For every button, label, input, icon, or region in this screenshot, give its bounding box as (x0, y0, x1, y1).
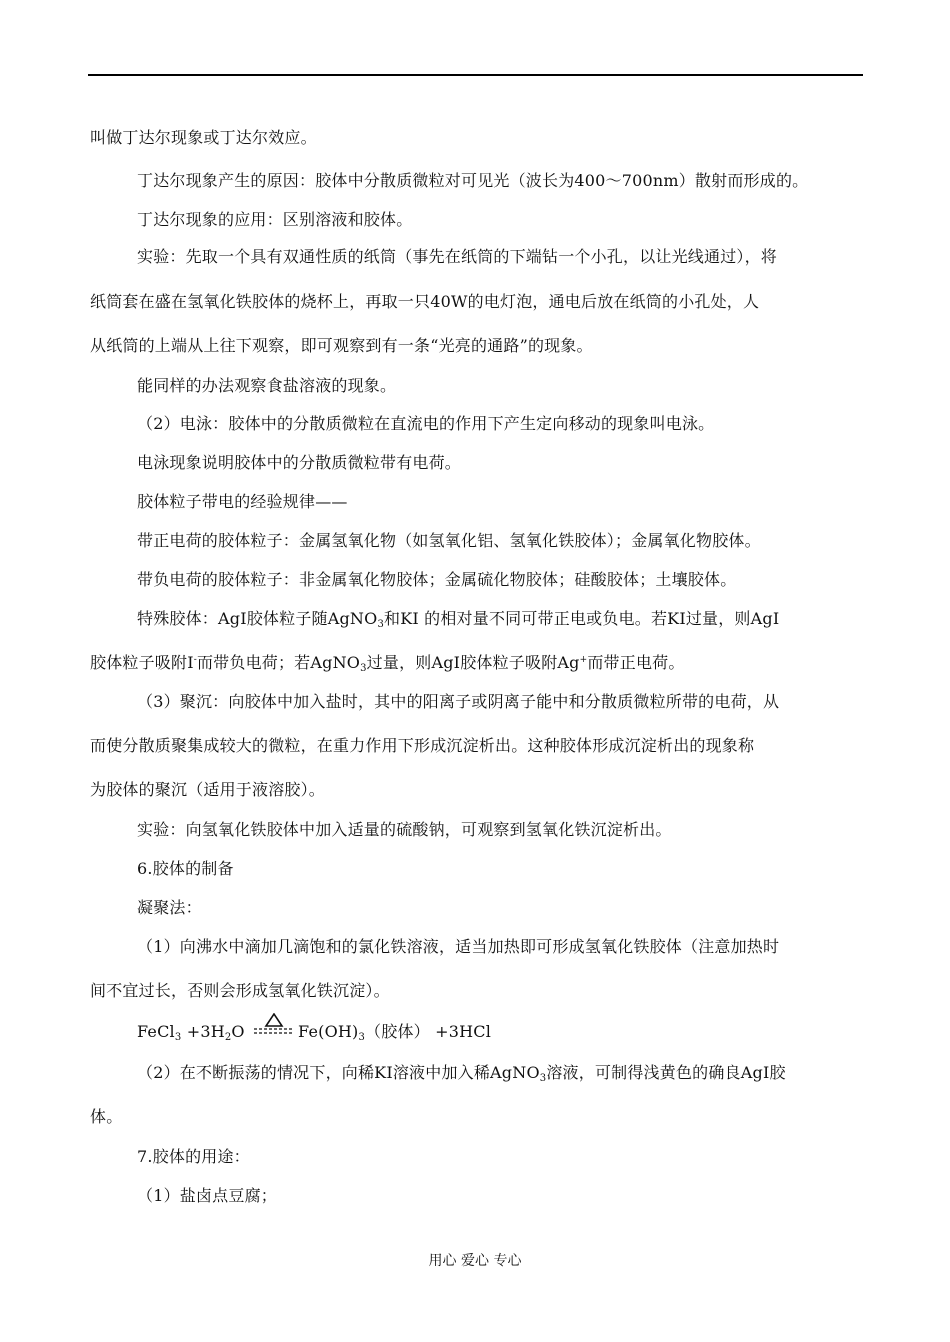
text-span: 特殊胶体：AgI胶体粒子随AgNO (137, 609, 378, 628)
text-span: 而带负电荷；若AgNO (196, 653, 361, 672)
text-line: 能同样的办法观察食盐溶液的现象。 (137, 376, 397, 395)
text-line: 丁达尔现象产生的原因：胶体中分散质微粒对可见光（波长为400～700nm）散射而形成的。 (137, 171, 809, 190)
text-line: （1）向沸水中滴加几滴饱和的氯化铁溶液，适当加热即可形成氢氧化铁胶体（注意加热时 (137, 937, 780, 956)
text-line: 带负电荷的胶体粒子：非金属氧化物胶体；金属硫化物胶体；硅酸胶体；土壤胶体。 (137, 570, 737, 589)
subscript: 3 (539, 1073, 547, 1084)
text-line: 而使分散质聚集成较大的微粒，在重力作用下形成沉淀析出。这种胶体形成沉淀析出的现象称 (90, 736, 755, 755)
text-line: 丁达尔现象的应用：区别溶液和胶体。 (137, 210, 413, 229)
text-line: 带正电荷的胶体粒子：金属氢氧化物（如氢氧化铝、氢氧化铁胶体）；金属氧化物胶体。 (137, 531, 761, 550)
section-heading: 6.胶体的制备 (137, 859, 234, 878)
text-span: 溶液，可制得浅黄色的确良AgI胶 (546, 1063, 786, 1082)
text-span: （2）在不断振荡的情况下，向稀KI溶液中加入稀AgNO (137, 1063, 540, 1082)
text-line: （1）盐卤点豆腐； (137, 1186, 277, 1205)
eq-term: +3H (181, 1022, 225, 1041)
text-line: 体。 (90, 1107, 123, 1126)
text-line: 实验：向氢氧化铁胶体中加入适量的硫酸钠，可观察到氢氧化铁沉淀析出。 (137, 820, 672, 839)
text-line: 胶体粒子带电的经验规律—— (137, 492, 348, 511)
text-line: （3）聚沉：向胶体中加入盐时，其中的阳离子或阴离子能中和分散质微粒所带的电荷，从 (137, 692, 780, 711)
superscript: - (193, 655, 197, 665)
chemical-equation (137, 1022, 491, 1042)
text-line: （2）电泳：胶体中的分散质微粒在直流电的作用下产生定向移动的现象叫电泳。 (137, 414, 715, 433)
subscript: 3 (377, 619, 384, 630)
text-line: 叫做丁达尔现象或丁达尔效应。 (90, 128, 317, 147)
text-span: 过量，则AgI胶体粒子吸附Ag (366, 653, 580, 672)
text-span: 胶体粒子吸附I (90, 653, 194, 672)
text-line (90, 653, 685, 673)
eq-term: O (231, 1022, 251, 1041)
page-footer: 用心 爱心 专心 (428, 1253, 522, 1269)
heat-equals-icon (252, 1023, 296, 1039)
header-rule (88, 74, 863, 76)
text-span: 而带正电荷。 (587, 653, 685, 672)
subscript: 3 (360, 663, 367, 674)
text-line: 从纸筒的上端从上往下观察，即可观察到有一条“光亮的通路”的现象。 (90, 336, 593, 355)
superscript: + (579, 655, 588, 665)
text-span: 和KI 的相对量不同可带正电或负电。若KI过量，则AgI (384, 609, 780, 628)
subscript: 2 (224, 1032, 232, 1043)
text-line: 电泳现象说明胶体中的分散质微粒带有电荷。 (137, 453, 462, 472)
text-line: 为胶体的聚沉（适用于液溶胶）。 (90, 780, 326, 799)
text-line: 凝聚法： (137, 898, 202, 917)
eq-term: Fe(OH) (298, 1022, 359, 1041)
text-line (137, 1063, 786, 1083)
text-line: 纸筒套在盛在氢氧化铁胶体的烧杯上，再取一只40W的电灯泡，通电后放在纸筒的小孔处，人 (90, 292, 760, 311)
subscript: 3 (174, 1032, 182, 1043)
text-line (137, 609, 779, 629)
subscript: 3 (358, 1032, 366, 1043)
text-line: 间不宜过长，否则会形成氢氧化铁沉淀）。 (90, 981, 390, 1000)
eq-term: FeCl (137, 1022, 175, 1041)
eq-term: （胶体） +3HCl (365, 1022, 492, 1041)
section-heading: 7.胶体的用途： (137, 1147, 250, 1166)
text-line: 实验：先取一个具有双通性质的纸筒（事先在纸筒的下端钻一个小孔，以让光线通过），将 (137, 247, 778, 266)
